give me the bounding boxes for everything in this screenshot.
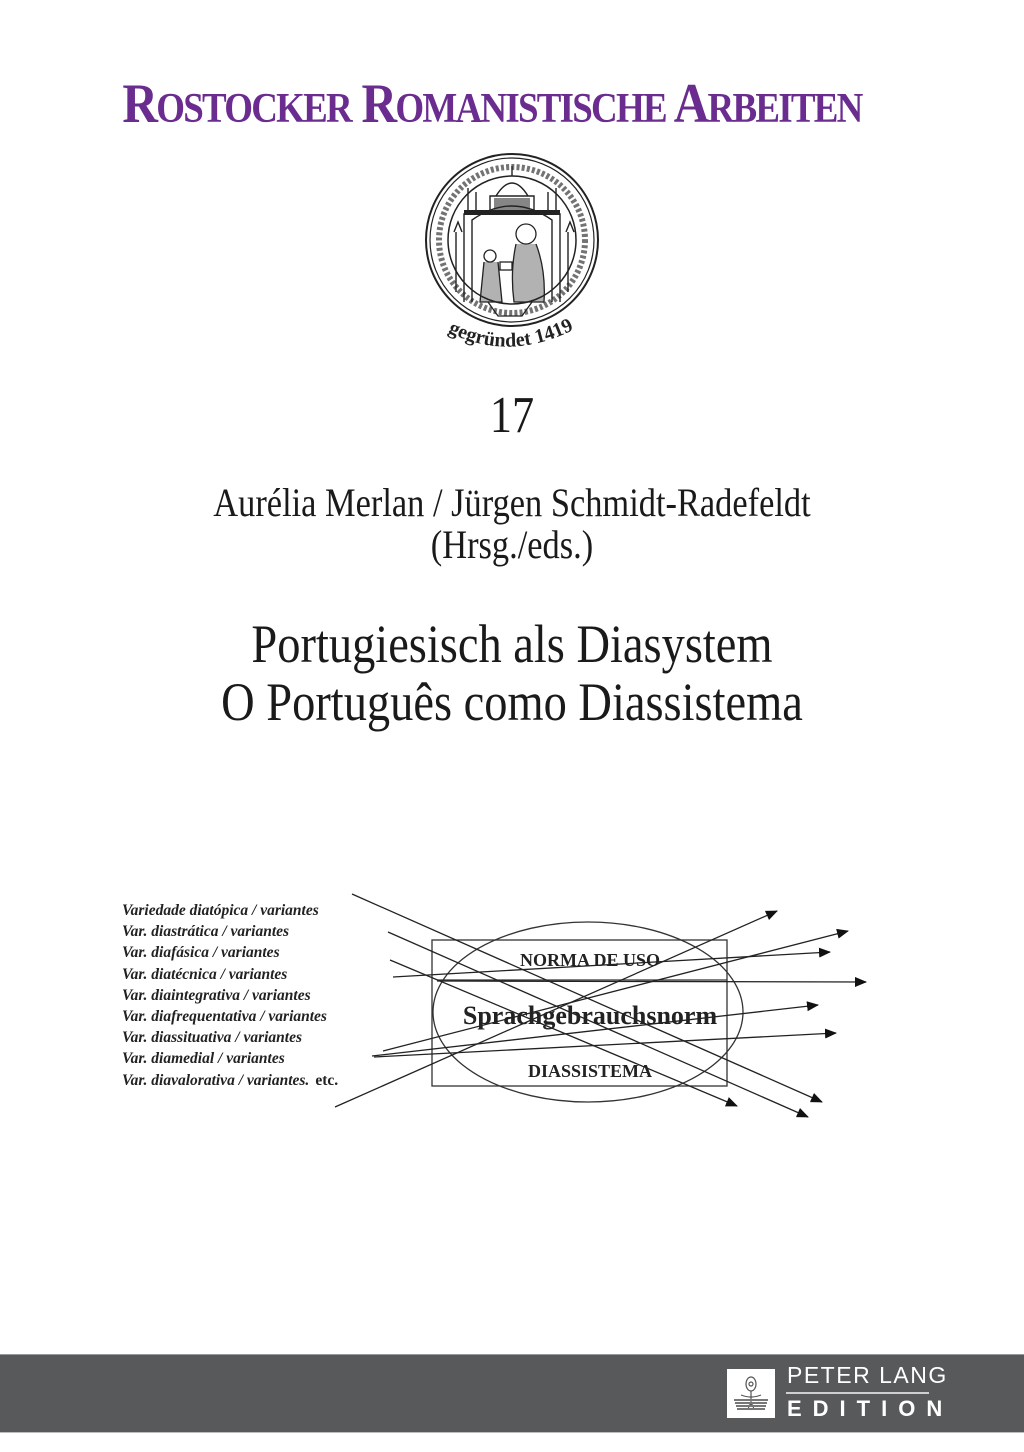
publisher-divider <box>786 1392 929 1394</box>
volume-number: 17 <box>489 387 535 444</box>
variety-item: Var. diamedial / variantes <box>122 1050 285 1068</box>
editors <box>72 482 953 566</box>
variety-item: Var. diavalorativa / variantes. etc. <box>122 1071 339 1089</box>
variety-item: Var. diastrática / variantes <box>122 923 290 941</box>
box-label-middle: Sprachgebrauchsnorm <box>462 1001 718 1030</box>
editor-role: (Hrsg./eds.) <box>430 522 594 567</box>
series-title-word-3: ARBEITEN <box>673 73 862 135</box>
seal-inscription: gegründet 1419 <box>445 314 577 352</box>
box-label-top: NORMA DE USO <box>519 950 661 970</box>
peter-lang-book-logo-icon <box>727 1369 775 1418</box>
variety-item: Var. diatécnica / variantes <box>122 965 288 983</box>
diasystem-diagram <box>0 880 1024 1140</box>
publisher-imprint: EDITION <box>787 1396 954 1421</box>
editor-names: Aurélia Merlan / Jürgen Schmidt-Radefeldt <box>213 480 811 525</box>
variety-item: Var. diassituativa / variantes <box>122 1029 303 1047</box>
book-title <box>72 615 953 732</box>
variety-item: Var. diaintegrativa / variantes <box>122 986 311 1004</box>
box-label-bottom: DIASSISTEMA <box>527 1061 653 1081</box>
etc-label: etc. <box>315 1071 339 1089</box>
publisher-name: PETER LANG <box>787 1362 948 1388</box>
variety-item: Var. diafásica / variantes <box>122 944 280 962</box>
university-seal-icon <box>398 152 630 362</box>
variety-item: Variedade diatópica / variantes <box>122 902 319 919</box>
book-title-portuguese: O Português como Diassistema <box>221 672 803 733</box>
book-title-german: Portugiesisch als Diasystem <box>251 614 773 674</box>
series-title-word-1: ROSTOCKER <box>122 73 351 135</box>
variety-item: Var. diafrequentativa / variantes <box>122 1008 327 1026</box>
series-title-word-2: ROMANISTISCHE <box>361 73 666 135</box>
series-title <box>41 73 942 135</box>
